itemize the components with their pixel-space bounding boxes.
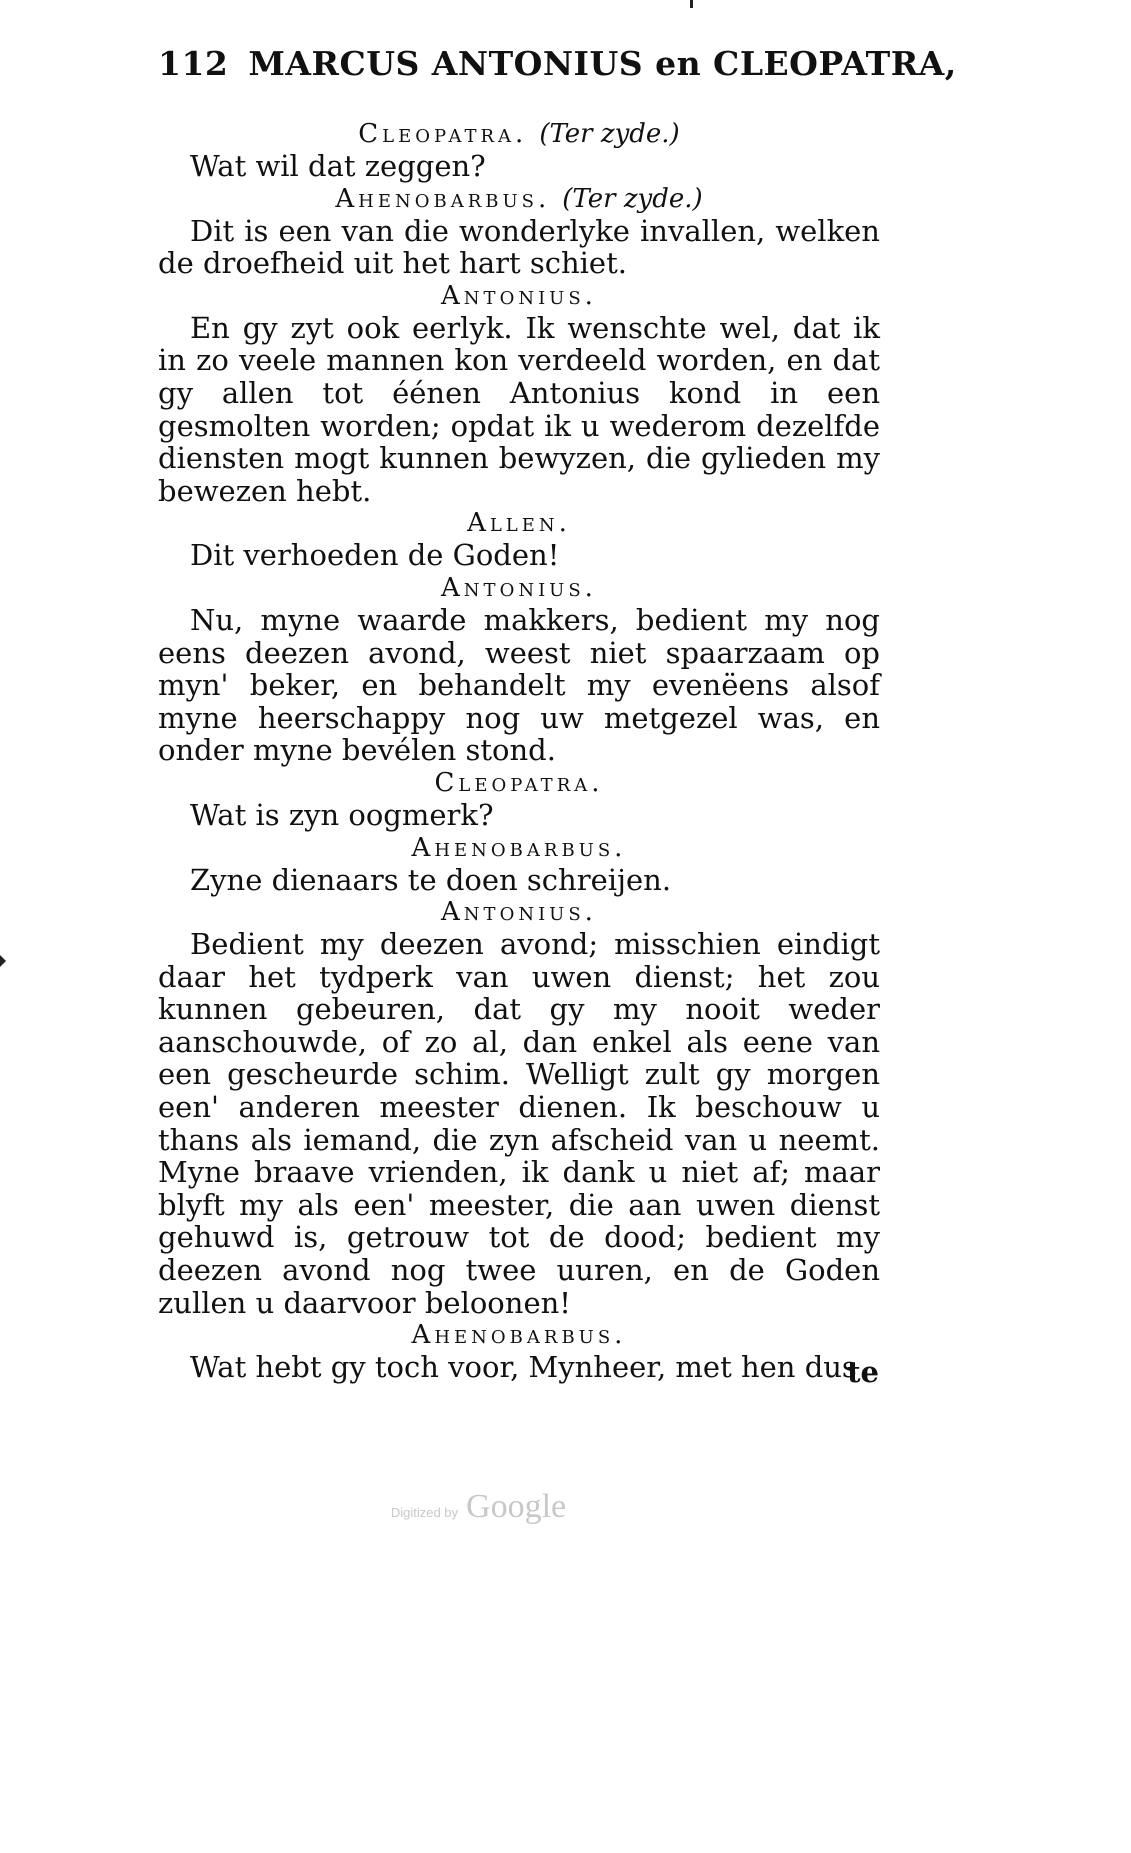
speaker-heading: Allen. <box>467 508 571 539</box>
speech-text: Wat hebt gy toch voor, Mynheer, met hen dus <box>190 1350 857 1385</box>
stage-direction: (Ter zyde.) <box>562 183 703 214</box>
speaker-heading: Antonius. <box>441 280 597 311</box>
catchword: te <box>847 1355 879 1389</box>
speaker-heading: Ahenobarbus. <box>411 832 627 863</box>
speech-text: Nu, myne waarde makkers, bedient my nog eens deezen avond, weest niet spaarzaam op myn' beker, en behandelt my evenëens alsof myne heerschappy nog uw metgezel was, en onder myne bevélen stond. <box>158 602 880 768</box>
watermark-prefix: Digitized by <box>390 1505 459 1520</box>
speech-text: Dit verhoeden de Goden! <box>190 538 560 573</box>
digitization-watermark <box>0 1488 957 1526</box>
running-head <box>158 44 957 83</box>
page-number: 112 <box>158 44 229 83</box>
speech-text: En gy zyt ook eerlyk. Ik wenschte wel, dat ik in zo veele mannen kon verdeeld worden, en dat gy allen tot éénen Antonius kond in een gesmolten worden; opdat ik u wederom dezelfde diensten mogt kunnen bewyzen, die gylieden my bewezen hebt. <box>158 310 880 508</box>
running-title: MARCUS ANTONIUS en CLEOPATRA, <box>248 44 957 83</box>
speaker-heading: Ahenobarbus. (Ter zyde.) <box>335 183 703 214</box>
speaker-heading: Antonius. <box>441 572 597 603</box>
speech-text: Bedient my deezen avond; misschien eindigt daar het tydperk van uwen dienst; het zou kunnen gebeuren, dat gy my nooit weder aanschouwde, of zo al, dan enkel als eene van een gescheurde schim. Welligt zult gy morgen een' anderen meester dienen. Ik beschouw u thans als iemand, die zyn afscheid van u neemt. Myne braave vrienden, ik dank u niet af; maar blyft my als een' meester, die aan uwen dienst gehuwd is, getrouw tot de dood; bedient my deezen avond nog twee uuren, en de Goden zullen u daarvoor beloonen! <box>158 927 880 1320</box>
play-text <box>158 118 880 1384</box>
speech-text: Dit is een van die wonderlyke invallen, welken de droefheid uit het hart schiet. <box>158 213 880 281</box>
speech-text: Wat is zyn oogmerk? <box>190 797 494 832</box>
scan-edge-mark <box>0 955 6 967</box>
scan-mark <box>690 0 693 8</box>
speech-text: Zyne dienaars te doen schreijen. <box>190 862 672 897</box>
speech-text: Wat wil dat zeggen? <box>190 149 486 183</box>
speaker-heading: Antonius. <box>441 897 597 928</box>
speaker-heading: Cleopatra. (Ter zyde.) <box>358 119 680 149</box>
speaker-heading: Cleopatra. <box>434 767 604 798</box>
speaker-heading: Ahenobarbus. <box>411 1320 627 1351</box>
watermark-brand: Google <box>466 1488 567 1525</box>
stage-direction: (Ter zyde.) <box>539 119 680 149</box>
